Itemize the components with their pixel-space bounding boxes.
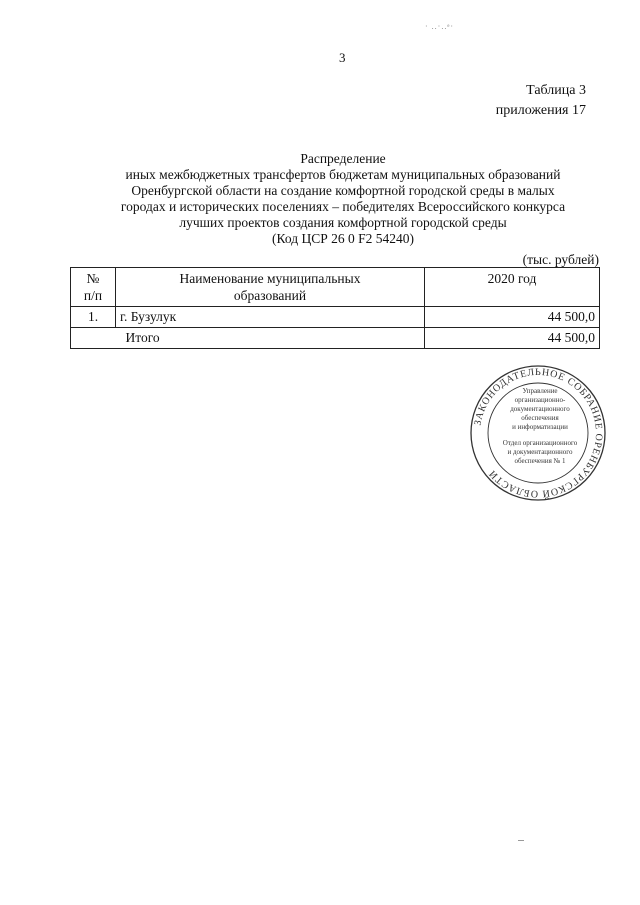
stamp-ring-text: ЗАКОНОДАТЕЛЬНОЕ СОБРАНИЕ ОРЕНБУРГСКОЙ ОБЛАСТИ [472, 366, 605, 500]
stamp-line6: Отдел организационного [502, 439, 578, 447]
title-line5: лучших проектов создания комфортной городской среды [179, 215, 507, 230]
row-num: 1. [71, 307, 116, 328]
header-num-line1: № [86, 271, 100, 286]
table-ref-line1: Таблица 3 [526, 83, 586, 98]
title-line1: Распределение [300, 151, 386, 166]
header-name [116, 268, 425, 307]
header-name-line1: Наименование муниципальных [179, 271, 361, 286]
stamp-line8: обеспечения № 1 [514, 457, 566, 465]
row-amount: 44 500,0 [425, 307, 600, 328]
scan-mark [518, 840, 524, 841]
stamp-line4: обеспечения [521, 414, 559, 422]
stamp-line1: Управление [522, 387, 558, 395]
header-num [71, 268, 116, 307]
total-num-empty [71, 328, 116, 349]
title-line3: Оренбургской области на создание комфортной городской среды в малых [131, 183, 555, 198]
header-year [425, 268, 600, 307]
official-stamp [468, 363, 608, 503]
scan-noise: · ..·..ᵉ· [425, 22, 455, 31]
header-name-line2: образований [233, 288, 307, 303]
table-reference [496, 81, 586, 121]
stamp-line3: документационного [510, 405, 570, 413]
header-num-line2: п/п [83, 288, 103, 303]
title-line6: (Код ЦСР 26 0 F2 54240) [272, 231, 414, 246]
table-ref-line2: приложения 17 [495, 103, 586, 118]
distribution-table [70, 267, 600, 349]
stamp-line5: и информатизации [512, 423, 568, 431]
header-year-label: 2020 год [487, 271, 537, 286]
document-title [80, 151, 606, 247]
stamp-line7: и документационного [507, 448, 573, 456]
units-label: (тыс. рублей) [522, 252, 599, 267]
total-row [71, 328, 600, 349]
table-header-row [71, 268, 600, 307]
table-row [71, 307, 600, 328]
title-line4: городах и исторических поселениях – победителях Всероссийского конкурса [120, 199, 566, 214]
total-label: Итого [116, 328, 425, 349]
page-number: 3 [339, 50, 346, 65]
stamp-line2: организационно- [514, 396, 566, 404]
title-line2: иных межбюджетных трансфертов бюджетам муниципальных образований [125, 167, 561, 182]
row-name: г. Бузулук [116, 307, 425, 328]
total-amount: 44 500,0 [425, 328, 600, 349]
